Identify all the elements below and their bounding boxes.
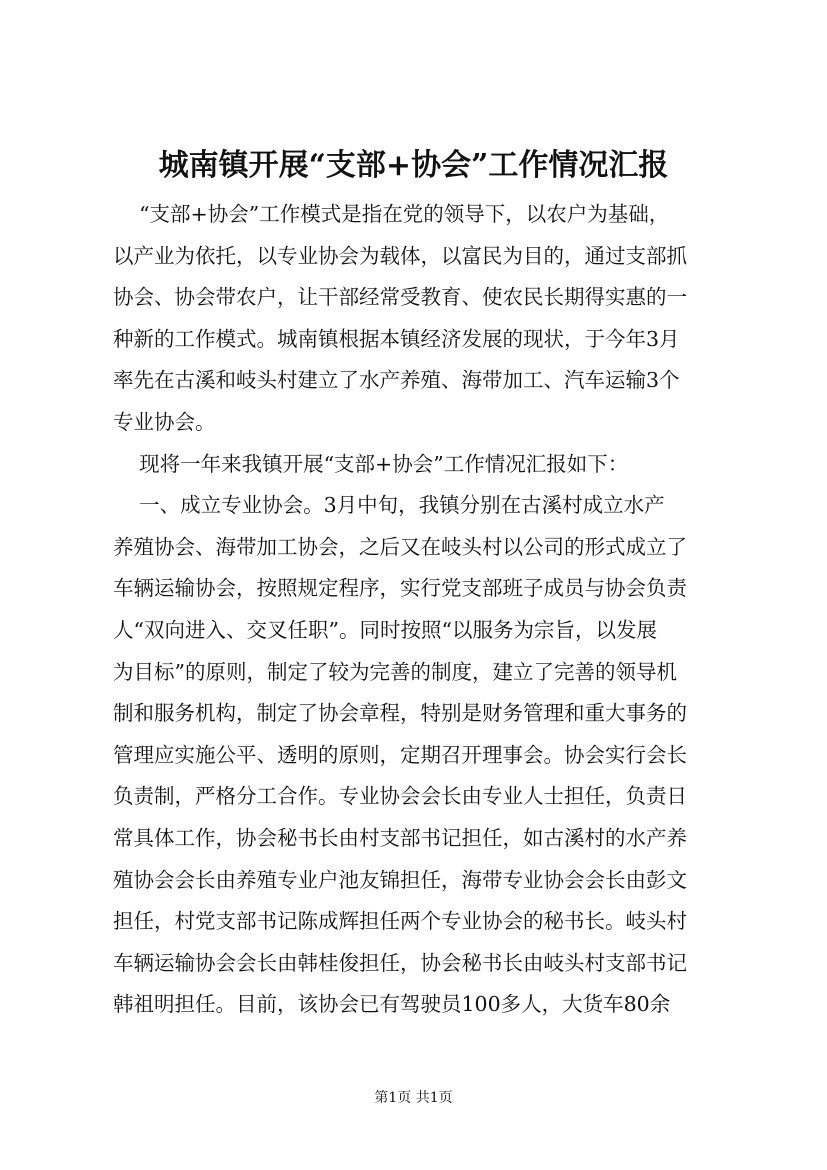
document-title: 城南镇开展“支部+协会”工作情况汇报 (158, 148, 669, 183)
body-text-line: 制和服务机构，制定了协会章程，特别是财务管理和重大事务的 (113, 701, 687, 726)
body-text-line: 车辆运输协会会长由韩桂俊担任，协会秘书长由岐头村支部书记 (113, 950, 687, 975)
body-text-line: 以产业为依托，以专业协会为载体，以富民为目的，通过支部抓 (113, 243, 687, 268)
body-text-line: 负责制，严格分工合作。专业协会会长由专业人士担任，负责日 (113, 784, 687, 809)
body-text-line: 一、成立专业协会。3月中旬，我镇分别在古溪村成立水产 (113, 493, 665, 518)
body-text-line: 殖协会会长由养殖专业户池友锦担任，海带专业协会会长由彭文 (113, 867, 687, 892)
body-text-line: 人“双向进入、交叉任职”。同时按照“以服务为宗旨，以发展 (113, 618, 657, 642)
body-text-line: 种新的工作模式。城南镇根据本镇经济发展的现状，于今年3月 (113, 326, 680, 351)
body-text-line: 管理应实施公平、透明的原则，定期召开理事会。协会实行会长 (113, 742, 687, 767)
body-text-line: 率先在古溪和岐头村建立了水产养殖、海带加工、汽车运输3个 (113, 368, 680, 393)
body-text-line: 养殖协会、海带加工协会，之后又在岐头村以公司的形式成立了 (113, 534, 687, 559)
body-text-line: 协会、协会带农户，让干部经常受教育、使农民长期得实惠的一 (113, 285, 687, 310)
body-text-line: 担任，村党支部书记陈成辉担任两个专业协会的秘书长。岐头村 (113, 909, 687, 934)
body-text-line: 为目标”的原则，制定了较为完善的制度，建立了完善的领导机 (113, 659, 677, 684)
body-text-line: 韩祖明担任。目前，该协会已有驾驶员100多人，大货车80余 (113, 992, 671, 1017)
page-footer: 第1页 共1页 (374, 1090, 453, 1106)
body-text-line: 现将一年来我镇开展“支部+协会”工作情况汇报如下： (113, 451, 629, 476)
body-text-line: 车辆运输协会，按照规定程序，实行党支部班子成员与协会负责 (113, 576, 687, 601)
body-text-line: 常具体工作，协会秘书长由村支部书记担任，如古溪村的水产养 (113, 826, 687, 850)
body-text-line: 专业协会。 (113, 410, 216, 434)
body-text-line: “支部+协会”工作模式是指在党的领导下，以农户为基础， (113, 202, 670, 226)
